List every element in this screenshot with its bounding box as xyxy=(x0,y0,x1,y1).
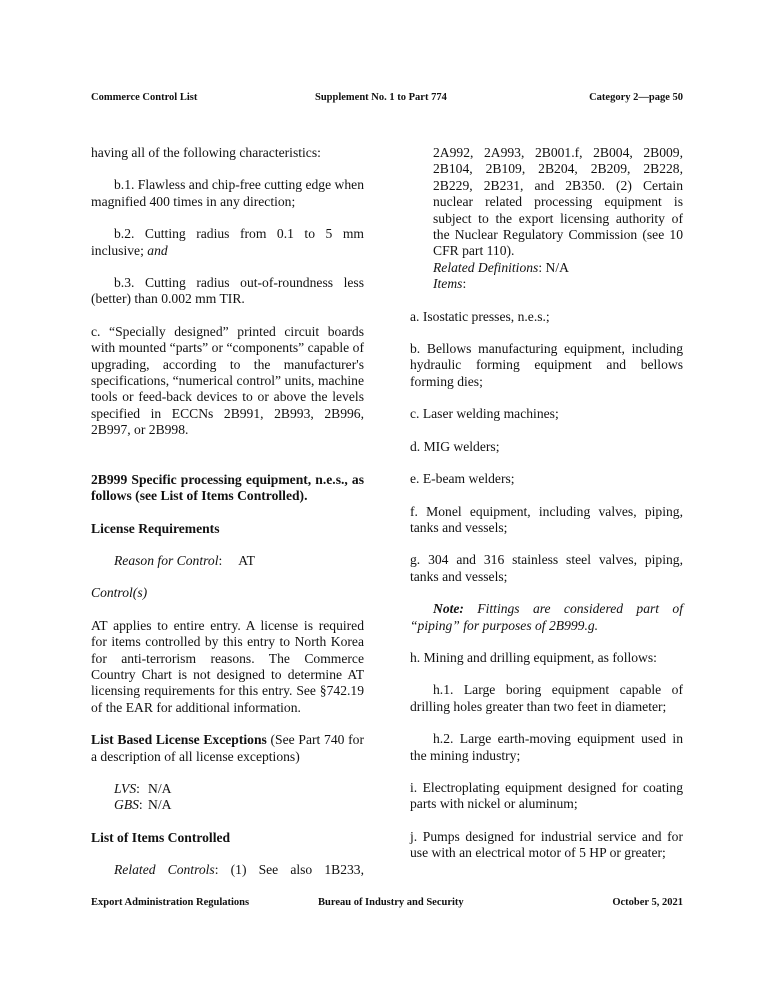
related-definitions-value: : N/A xyxy=(538,259,569,275)
item-i: i. Electroplating equipment designed for coating parts with nickel or aluminum; xyxy=(410,779,683,812)
items-colon: : xyxy=(462,276,467,292)
related-definitions xyxy=(410,260,683,276)
reason-colon: : xyxy=(218,552,223,568)
gbs-label: GBS xyxy=(114,797,139,813)
item-f: f. Monel equipment, including valves, piping, tanks and vessels; xyxy=(410,503,683,535)
header-left: Commerce Control List xyxy=(91,92,198,103)
footer-left: Export Administration Regulations xyxy=(91,897,250,908)
entry-heading: 2B999 Specific processing equipment, n.e.s., as follows (see List of Items Controlled). xyxy=(91,471,364,504)
note-text: Fittings are considered part of “piping” for purposes of 2B999.g. xyxy=(410,601,683,633)
footer-center: Bureau of Industry and Security xyxy=(318,897,464,908)
item-h1: h.1. Large boring equipment capable of drilling holes greater than two feet in diameter; xyxy=(410,682,683,714)
items-controlled-heading: List of Items Controlled xyxy=(91,829,231,845)
related-controls-text: : (1) See also 1B233, xyxy=(214,862,364,878)
item-b3: b.3. Cutting radius out-of-roundness less (better) than 0.002 mm TIR. xyxy=(91,275,364,307)
related-controls-label: Related Controls xyxy=(114,862,215,878)
item-b: b. Bellows manufacturing equipment, including hydraulic forming equipment and bellows forming dies; xyxy=(410,341,683,389)
item-c: c. “Specially designed” printed circuit boards with mounted “parts” or “components” capable of upgrading, according to the manufacturer's specifications, “numerical control” units, machine tools or feed-back devices to or above the levels specified in ECCNs 2B991, 2B993, 2B996, 2B997, or 2B998. xyxy=(91,323,364,438)
related-controls-continued: 2A992, 2A993, 2B001.f, 2B004, 2B009, 2B104, 2B109, 2B204, 2B209, 2B228, 2B229, 2B231, and 2B350. (2) Certain nuclear related processing equipment is subject to the export licensing authority of the Nuclear Regulatory Commission (see 10 CFR part 110). xyxy=(433,145,683,259)
note-g xyxy=(410,601,683,634)
lble-paragraph xyxy=(91,732,364,765)
note-label: Note: xyxy=(433,601,464,617)
item-g: g. 304 and 316 stainless steel valves, piping, tanks and vessels; xyxy=(410,552,683,584)
header-right: Category 2—page 50 xyxy=(589,92,683,103)
gbs-colon: : xyxy=(138,797,143,813)
item-h2: h.2. Large earth-moving equipment used in the mining industry; xyxy=(410,731,683,763)
items-label: Items xyxy=(433,276,463,292)
header-center: Supplement No. 1 to Part 774 xyxy=(315,92,447,103)
page-header xyxy=(91,92,683,106)
lble-text: (See Part 740 for a description of all license exceptions) xyxy=(91,732,364,764)
footer-right: October 5, 2021 xyxy=(612,897,683,908)
items-label-row xyxy=(410,276,683,292)
intro-text: having all of the following characteristics: xyxy=(91,145,321,160)
gbs-row xyxy=(91,797,364,813)
lvs-value: N/A xyxy=(148,780,172,796)
left-column xyxy=(91,145,364,879)
item-b2-text: b.2. Cutting radius from 0.1 to 5 mm inclusive; xyxy=(91,226,364,258)
item-h: h. Mining and drilling equipment, as follows: xyxy=(410,649,657,665)
page-footer xyxy=(91,897,683,911)
reason-for-control xyxy=(91,553,364,569)
right-column xyxy=(410,145,683,862)
controls-label: Control(s) xyxy=(91,585,148,601)
item-d: d. MIG welders; xyxy=(410,438,500,454)
reason-label: Reason for Control xyxy=(114,552,219,568)
related-controls-start xyxy=(91,862,364,878)
lvs-row xyxy=(91,781,364,797)
item-a: a. Isostatic presses, n.e.s.; xyxy=(410,308,550,324)
item-b2 xyxy=(91,226,364,259)
item-e: e. E-beam welders; xyxy=(410,471,515,487)
item-c: c. Laser welding machines; xyxy=(410,406,559,422)
license-requirements-heading: License Requirements xyxy=(91,520,220,536)
lble-heading: List Based License Exceptions xyxy=(91,732,267,748)
lvs-label: LVS xyxy=(114,780,137,796)
item-b1: b.1. Flawless and chip-free cutting edge when magnified 400 times in any direction; xyxy=(91,177,364,209)
item-j: j. Pumps designed for industrial service and for use with an electrical motor of 5 HP or greater; xyxy=(410,828,683,861)
controls-text: AT applies to entire entry. A license is required for items controlled by this entry to North Korea for anti-terrorism reasons. The Commerce Country Chart is not designed to determine AT licensing requirements for this entry. See §742.19 of the EAR for additional information. xyxy=(91,617,364,715)
reason-value: AT xyxy=(238,552,255,568)
related-definitions-label: Related Definitions xyxy=(433,259,539,275)
lvs-colon: : xyxy=(136,780,140,796)
item-b2-and: and xyxy=(147,242,168,258)
gbs-value: N/A xyxy=(148,797,172,813)
